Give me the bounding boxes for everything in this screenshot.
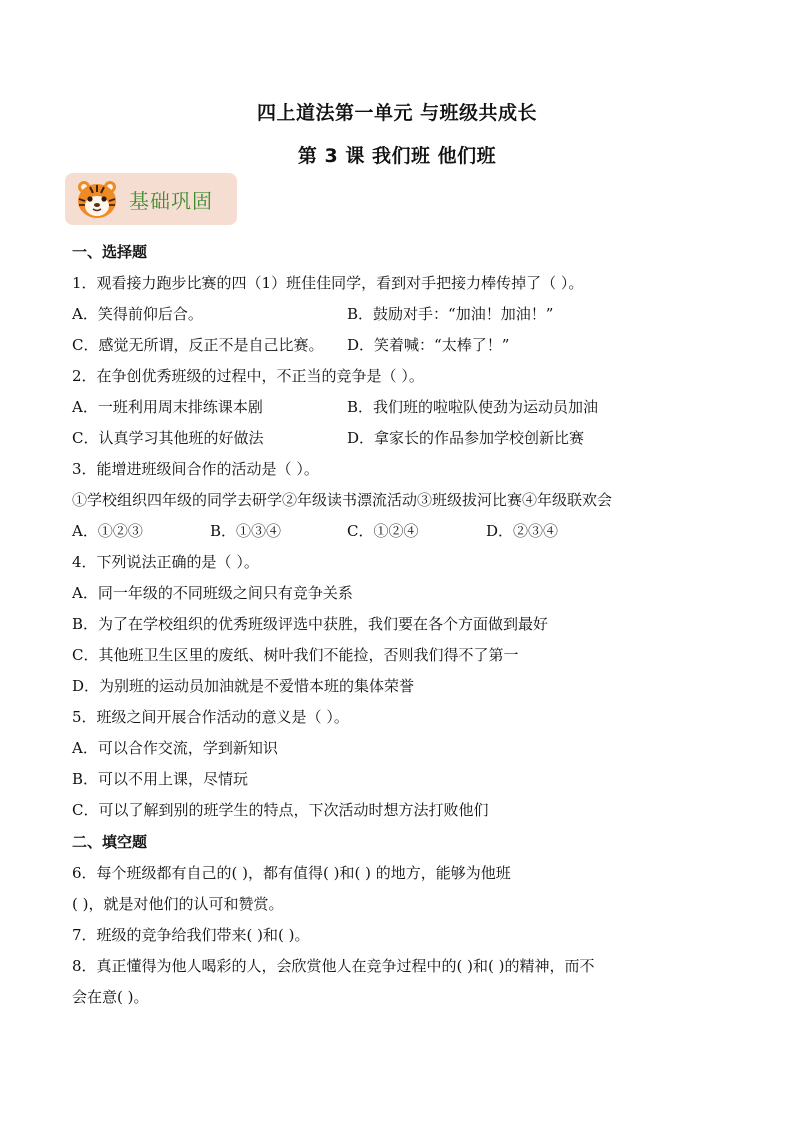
badge-label: 基础巩固 xyxy=(129,189,213,213)
question-1-option-d: D．笑着喊：“太棒了！” xyxy=(347,336,510,354)
question-1-stem: 1．观看接力跑步比赛的四（1）班佳佳同学，看到对手把接力棒传掉了（ ）。 xyxy=(72,274,584,292)
question-3-items: ①学校组织四年级的同学去研学②年级读书漂流活动③班级拔河比赛④年级联欢会 xyxy=(72,491,613,509)
question-7-line-1: 7．班级的竞争给我们带来( )和( )。 xyxy=(72,926,310,944)
page-title: 四上道法第一单元 与班级共成长 xyxy=(256,102,538,124)
question-1-option-c: C．感觉无所谓，反正不是自己比赛。 xyxy=(72,336,324,354)
question-4-option-b: B．为了在学校组织的优秀班级评选中获胜，我们要在各个方面做到最好 xyxy=(72,615,549,633)
question-3-option-b: B．①③④ xyxy=(210,522,282,540)
question-5-option-a: A．可以合作交流，学到新知识 xyxy=(72,739,278,757)
question-2-option-d: D．拿家长的作品参加学校创新比赛 xyxy=(347,429,585,447)
question-3-option-a: A．①②③ xyxy=(72,522,143,540)
question-5-option-c: C．可以了解到别的班学生的特点，下次活动时想方法打败他们 xyxy=(72,801,489,819)
question-5-option-b: B．可以不用上课，尽情玩 xyxy=(72,770,249,788)
section-heading-choice: 一、选择题 xyxy=(72,243,148,261)
question-3-stem: 3．能增进班级间合作的活动是（ ）。 xyxy=(72,460,319,478)
section-badge xyxy=(65,173,237,225)
question-8-line-1: 8．真正懂得为他人喝彩的人，会欣赏他人在竞争过程中的( )和( )的精神，而不 xyxy=(72,957,595,975)
question-4-stem: 4．下列说法正确的是（ ）。 xyxy=(72,553,259,571)
question-1-option-b: B．鼓励对手：“加油！加油！” xyxy=(347,305,554,323)
question-3-option-c: C．①②④ xyxy=(347,522,419,540)
tiger-icon xyxy=(75,177,119,221)
question-1-option-a: A．笑得前仰后合。 xyxy=(72,305,203,323)
question-5-stem: 5．班级之间开展合作活动的意义是（ ）。 xyxy=(72,708,349,726)
section-heading-fill: 二、填空题 xyxy=(72,833,148,851)
question-8-line-2: 会在意( )。 xyxy=(72,988,149,1006)
question-3-option-d: D．②③④ xyxy=(486,522,559,540)
question-2-option-c: C．认真学习其他班的好做法 xyxy=(72,429,264,447)
question-6-line-1: 6．每个班级都有自己的( )，都有值得( )和( ) 的地方，能够为他班 xyxy=(72,864,511,882)
question-2-option-b: B．我们班的啦啦队使劲为运动员加油 xyxy=(347,398,599,416)
question-4-option-d: D．为别班的运动员加油就是不爱惜本班的集体荣誉 xyxy=(72,677,415,695)
lesson-subtitle: 第 3 课 我们班 他们班 xyxy=(297,145,497,167)
question-2-option-a: A．一班利用周末排练课本剧 xyxy=(72,398,263,416)
question-4-option-c: C．其他班卫生区里的废纸、树叶我们不能捡，否则我们得不了第一 xyxy=(72,646,519,664)
question-4-option-a: A．同一年级的不同班级之间只有竞争关系 xyxy=(72,584,353,602)
question-2-stem: 2．在争创优秀班级的过程中，不正当的竞争是（ ）。 xyxy=(72,367,424,385)
question-6-line-2: ( )，就是对他们的认可和赞赏。 xyxy=(72,895,284,913)
